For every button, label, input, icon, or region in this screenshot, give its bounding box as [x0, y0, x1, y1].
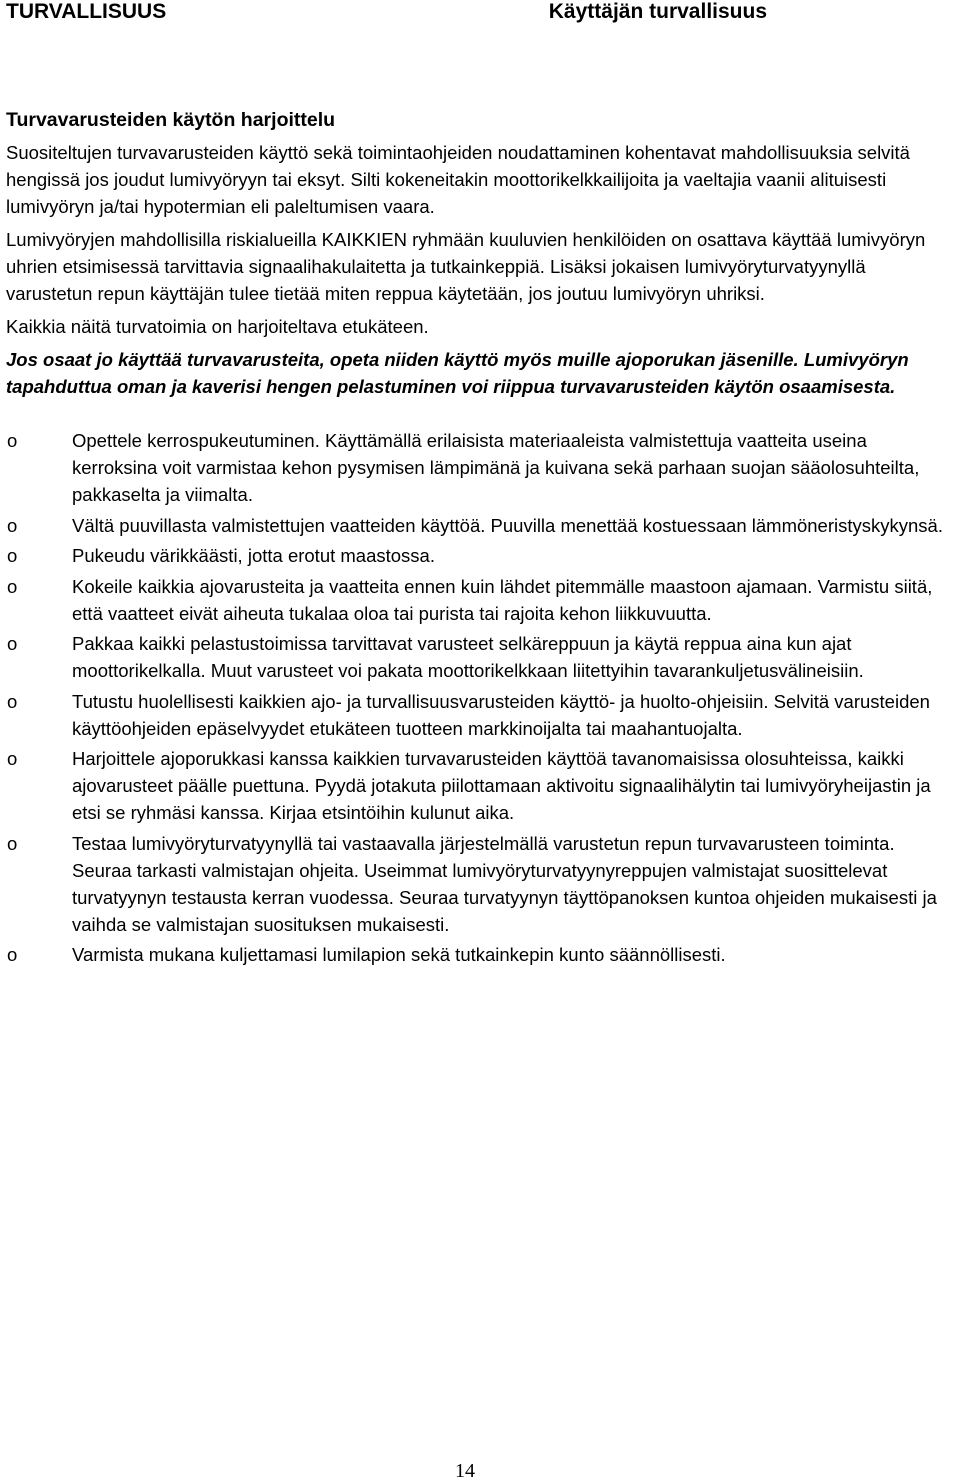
list-item [6, 745, 954, 826]
list-item-text: Opettele kerrospukeutuminen. Käyttämällä erilaisista materiaaleista valmistettuja vaatteita useina kerroksina voit varmistaa kehon pysymisen lämpimänä ja kuivana sekä parhaan suojan sääolosuhteilta, pakkaselta ja viimalta. [72, 430, 920, 505]
bullet-marker: o [7, 944, 18, 965]
list-item [6, 830, 954, 938]
paragraph-practice: Kaikkia näitä turvatoimia on harjoiteltava etukäteen. [6, 316, 429, 337]
list-item-text: Varmista mukana kuljettamasi lumilapion sekä tutkainkepin kunto säännöllisesti. [72, 944, 726, 965]
emphasis-paragraph: Jos osaat jo käyttää turvavarusteita, opeta niiden käyttö myös muille ajoporukan jäsenille. Lumivyöryn tapahduttua oman ja kaverisi hengen pelastuminen voi riippua turvavarusteiden käytön osaamisesta. [6, 349, 909, 397]
page-header [0, 0, 960, 26]
list-item [6, 512, 954, 539]
subsection-title: Käyttäjän turvallisuus [548, 0, 767, 23]
section-title: TURVALLISUUS [6, 0, 167, 23]
bullet-marker: o [7, 832, 18, 854]
bullet-marker: o [7, 690, 18, 712]
paragraph-avalanche-equipment: Lumivyöryjen mahdollisilla riskialueilla KAIKKIEN ryhmään kuuluvien henkilöiden on osattava käyttää lumivyöryn uhrien etsimisessä tarvittavia signaalihakulaitetta ja tutkainkeppiä. Lisäksi jokaisen lumivyöryturvatyynyllä varustetun repun käyttäjän tulee tietää miten reppua käytetään, jos joutuu lumivyöryn uhriksi. [6, 229, 926, 304]
bullet-marker: o [7, 545, 18, 566]
list-item [6, 941, 954, 968]
list-item [6, 688, 954, 742]
bullet-marker: o [7, 514, 18, 536]
list-item [6, 427, 954, 508]
bullet-marker: o [7, 633, 18, 654]
list-item-text: Kokeile kaikkia ajovarusteita ja vaatteita ennen kuin lähdet pitemmälle maastoon ajamaan. Varmistu siitä, että vaatteet eivät aiheuta tukalaa oloa tai purista tai rajoita kehon liikkuvuutta. [72, 575, 933, 624]
page-number: 14 [455, 1460, 475, 1482]
list-item [6, 542, 954, 569]
safety-tips-list [6, 427, 954, 968]
bullet-marker: o [7, 748, 18, 769]
bullet-marker: o [7, 575, 18, 597]
heading: Turvavarusteiden käytön harjoittelu [6, 109, 336, 131]
bullet-marker: o [7, 430, 18, 451]
list-item-text: Vältä puuvillasta valmistettujen vaatteiden käyttöä. Puuvilla menettää kostuessaan lämmöneristyskykynsä. [72, 514, 943, 536]
list-item-text: Testaa lumivyöryturvatyynyllä tai vastaavalla järjestelmällä varustetun repun turvavarusteen toiminta. Seuraa tarkasti valmistajan ohjeita. Useimmat lumivyöryturvatyynyreppujen valmistajat suosittelevat turvatyynyn testausta kerran vuodessa. Seuraa turvatyynyn täyttöpanoksen kuntoa ohjeiden mukaisesti ja vaihda se valmistajan suosituksen mukaisesti. [72, 832, 937, 935]
list-item-text: Pukeudu värikkäästi, jotta erotut maastossa. [72, 545, 435, 566]
paragraph-intro: Suositeltujen turvavarusteiden käyttö sekä toimintaohjeiden noudattaminen kohentavat mahdollisuuksia selvitä hengissä jos joudut lumivyöryyn tai eksyt. Silti kokeneitakin moottorikelkkailijoita ja vaeltajia vaanii alituisesti lumivyöryn ja/tai hypotermian eli paleltumisen vaara. [6, 142, 910, 217]
list-item [6, 573, 954, 627]
list-item [6, 630, 954, 684]
document-body [6, 107, 954, 972]
list-item-text: Tutustu huolellisesti kaikkien ajo- ja turvallisuusvarusteiden käyttö- ja huolto-ohjeisiin. Selvitä varusteiden käyttöohjeiden epäselvyydet etukäteen tuotteen markkinoijalta tai maahantuojalta. [72, 690, 930, 739]
list-item-text: Harjoittele ajoporukkasi kanssa kaikkien turvavarusteiden käyttöä tavanomaisissa olosuhteissa, kaikki ajovarusteet päälle puettuna. Pyydä jotakuta piilottamaan aktivoitu signaalihälytin tai lumivyöryheijastin ja etsi se ryhmäsi kanssa. Kirjaa etsintöihin kulunut aika. [72, 748, 931, 823]
list-item-text: Pakkaa kaikki pelastustoimissa tarvittavat varusteet selkäreppuun ja käytä reppua aina kun ajat moottorikelkalla. Muut varusteet voi pakata moottorikelkkaan liitettyihin tavarankuljetusvälineisiin. [72, 633, 864, 681]
